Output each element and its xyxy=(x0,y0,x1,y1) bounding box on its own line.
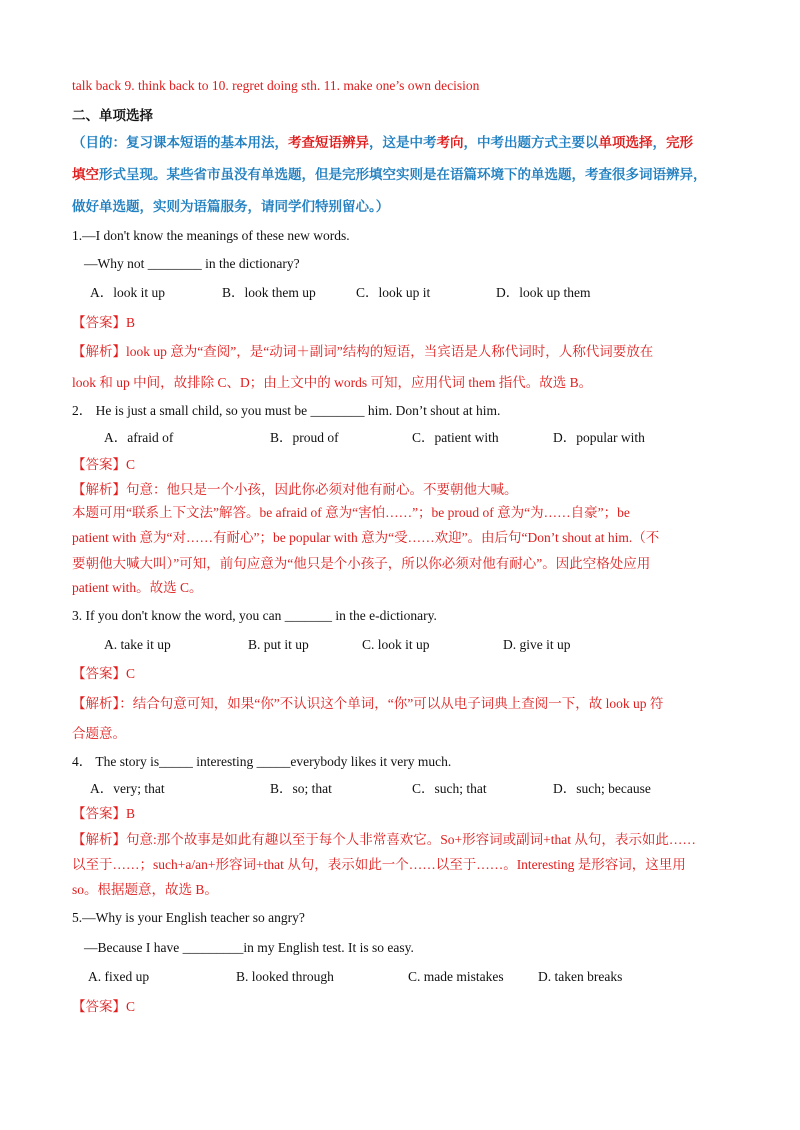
intro-line-3: 做好单选题，实则为语篇服务，请同学们特别留心。） xyxy=(72,199,390,214)
q1-option-d: D．look up them xyxy=(496,285,591,300)
q4-option-a: A．very; that xyxy=(90,781,165,796)
q4-option-c: C．such; that xyxy=(412,781,487,796)
answer-value: B xyxy=(126,806,136,821)
intro-highlight: 考查短语辨异 xyxy=(288,135,369,150)
intro-line-1 xyxy=(72,133,732,153)
intro-highlight: 单项选择 xyxy=(598,135,653,150)
q3-option-b: B. put it up xyxy=(248,637,309,652)
q2-option-d: D．popular with xyxy=(553,430,645,445)
q1-option-c: C．look up it xyxy=(356,285,431,300)
q2-stem: 2． He is just a small child, so you must be ________ him. Don’t shout at him. xyxy=(72,403,501,418)
q1-answer xyxy=(72,313,732,333)
intro-text: ，这是中考 xyxy=(369,135,437,150)
q5-option-b: B. looked through xyxy=(236,969,334,984)
q2-analysis-5: patient with。故选 C。 xyxy=(72,580,203,595)
q3-answer xyxy=(72,664,732,684)
answer-label: 【答案】 xyxy=(72,999,126,1014)
analysis-label: 【解析】 xyxy=(72,344,126,359)
analysis-text: 句意:那个故事是如此有趣以至于每个人非常喜欢它。So+形容词或副词+that 从句，表示如此…… xyxy=(126,832,696,847)
q1-option-b: B．look them up xyxy=(222,285,316,300)
section-title: 二、单项选择 xyxy=(72,108,153,123)
q2-analysis-1 xyxy=(72,480,732,500)
q4-analysis-3: so。根据题意，故选 B。 xyxy=(72,882,218,897)
q1-analysis-2: look 和 up 中间，故排除 C、D；由上文中的 words 可知，应用代词 them 指代。故选 B。 xyxy=(72,375,593,390)
q2-answer xyxy=(72,455,732,475)
q2-analysis-4: 要朝他大喊大叫）”可知，前句应意为“他只是个小孩子，所以你必须对他有耐心”。因此空格处应用 xyxy=(72,556,651,571)
q3-stem: 3. If you don't know the word, you can _______ in the e-dictionary. xyxy=(72,608,437,623)
intro-line-2 xyxy=(72,165,732,185)
q5-option-c: C. made mistakes xyxy=(408,969,504,984)
q5-stem-2: —Because I have _________in my English test. It is so easy. xyxy=(84,940,414,955)
answer-label: 【答案】 xyxy=(72,806,126,821)
intro-text: ，中考出题方式主要以 xyxy=(463,135,599,150)
q2-analysis-3: patient with 意为“对……有耐心”；be popular with 意为“受……欢迎”。由后句“Don’t shout at him.（不 xyxy=(72,530,660,545)
analysis-text: ：结合句意可知，如果“你”不认识这个单词，“你”可以从电子词典上查阅一下，故 look up 符 xyxy=(119,696,664,711)
q1-option-a: A．look it up xyxy=(90,285,166,300)
q5-option-a: A. fixed up xyxy=(88,969,150,984)
analysis-text: look up 意为“查阅”，是“动词＋副词”结构的短语，当宾语是人称代词时，人称代词要放在 xyxy=(126,344,654,359)
answer-value: C xyxy=(126,666,136,681)
q1-stem-2: —Why not ________ in the dictionary? xyxy=(84,256,300,271)
q1-analysis-1 xyxy=(72,342,732,362)
intro-text: （目的：复习课本短语的基本用法， xyxy=(72,135,288,150)
intro-highlight: 完形 xyxy=(666,135,693,150)
q2-option-c: C．patient with xyxy=(412,430,499,445)
answer-value: B xyxy=(126,315,136,330)
analysis-label: 【解析】 xyxy=(72,696,120,711)
q4-option-b: B．so; that xyxy=(270,781,332,796)
answer-label: 【答案】 xyxy=(72,315,126,330)
q4-analysis-2: 以至于……；such+a/an+形容词+that 从句，表示如此一个……以至于……。Interesting 是形容词，这里用 xyxy=(72,857,686,872)
analysis-label: 【解析】 xyxy=(72,832,126,847)
answer-value: C xyxy=(126,999,136,1014)
intro-text: ， xyxy=(652,135,666,150)
analysis-label: 【解析】 xyxy=(72,482,126,497)
q5-answer xyxy=(72,997,732,1017)
answer-value: C xyxy=(126,457,136,472)
top-phrases: talk back 9. think back to 10. regret doing sth. 11. make one’s own decision xyxy=(72,78,480,93)
q5-option-d: D. taken breaks xyxy=(538,969,623,984)
intro-highlight: 填空 xyxy=(72,167,99,182)
q1-stem-1: 1.—I don't know the meanings of these new words. xyxy=(72,228,350,243)
q2-option-a: A．afraid of xyxy=(104,430,174,445)
q3-analysis-2: 合题意。 xyxy=(72,726,126,741)
q2-analysis-2: 本题可用“联系上下文法”解答。be afraid of 意为“害怕……”；be proud of 意为“为……自豪”；be xyxy=(72,505,630,520)
q2-option-b: B．proud of xyxy=(270,430,339,445)
q4-option-d: D．such; because xyxy=(553,781,651,796)
q4-analysis-1 xyxy=(72,830,732,850)
q3-option-c: C. look it up xyxy=(362,637,430,652)
q5-stem-1: 5.—Why is your English teacher so angry? xyxy=(72,910,305,925)
answer-label: 【答案】 xyxy=(72,666,126,681)
q3-option-a: A. take it up xyxy=(104,637,171,652)
answer-label: 【答案】 xyxy=(72,457,126,472)
intro-text: 形式呈现。某些省市虽没有单选题，但是完形填空实则是在语篇环境下的单选题，考查很多词语辨异， xyxy=(99,167,707,182)
analysis-text: 句意：他只是一个小孩，因此你必须对他有耐心。不要朝他大喊。 xyxy=(126,482,518,497)
q3-option-d: D. give it up xyxy=(503,637,571,652)
q4-stem: 4． The story is_____ interesting _____everybody likes it very much. xyxy=(72,754,452,769)
q3-analysis-1 xyxy=(72,694,732,714)
intro-highlight: 考向 xyxy=(436,135,464,150)
q4-answer xyxy=(72,804,732,824)
